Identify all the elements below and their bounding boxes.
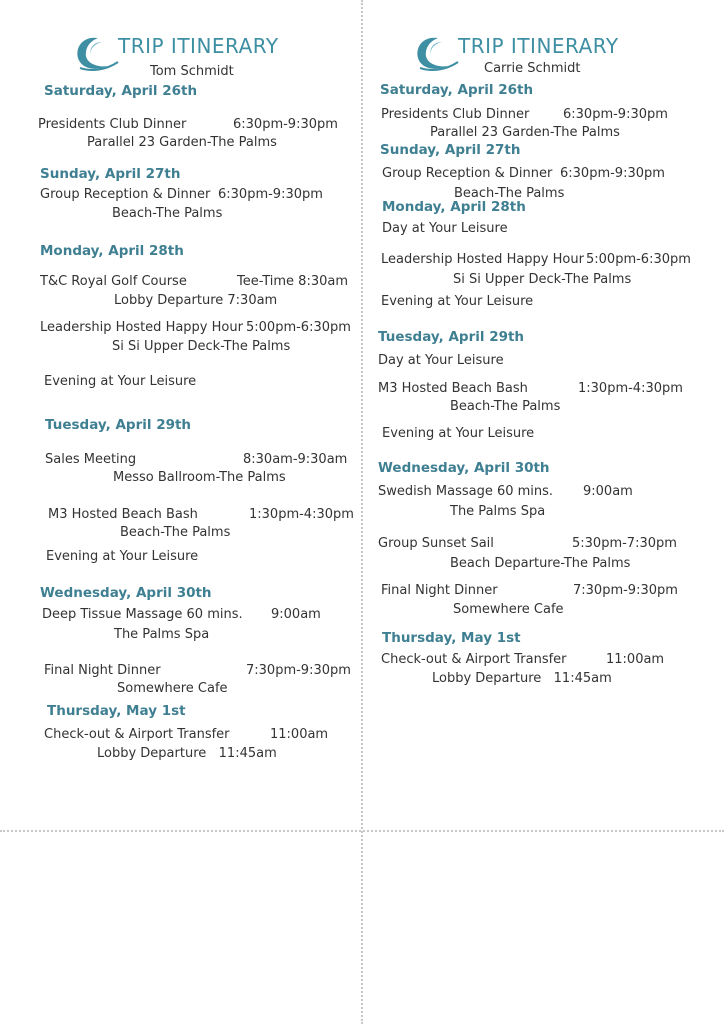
event-name: Leadership Hosted Happy Hour bbox=[40, 320, 243, 335]
day-heading: Thursday, May 1st bbox=[382, 630, 521, 646]
event-time: 6:30pm-9:30pm bbox=[233, 117, 338, 132]
event-name: Day at Your Leisure bbox=[382, 221, 508, 236]
event-location: The Palms Spa bbox=[450, 504, 546, 519]
event-time: 9:00am bbox=[271, 607, 321, 622]
event-location: Si Si Upper Deck-The Palms bbox=[112, 339, 291, 354]
event-name: T&C Royal Golf Course bbox=[40, 274, 187, 289]
day-heading: Saturday, April 26th bbox=[44, 83, 198, 99]
event-location: Parallel 23 Garden-The Palms bbox=[87, 135, 277, 150]
event-name: Final Night Dinner bbox=[381, 583, 498, 598]
event-location: Beach Departure-The Palms bbox=[450, 556, 631, 571]
event-name: Check-out & Airport Transfer bbox=[44, 727, 230, 742]
event-name: Swedish Massage 60 mins. bbox=[378, 484, 554, 499]
event-time: 11:00am bbox=[270, 727, 329, 742]
event-time: 1:30pm-4:30pm bbox=[249, 507, 354, 522]
event-location: Beach-The Palms bbox=[112, 206, 223, 221]
day-heading: Thursday, May 1st bbox=[47, 703, 186, 719]
event-name: Check-out & Airport Transfer bbox=[381, 652, 567, 667]
event-time: 11:00am bbox=[606, 652, 665, 667]
event-location: Lobby Departure 11:45am bbox=[97, 746, 277, 761]
traveler-name: Tom Schmidt bbox=[150, 64, 234, 79]
event-name: Presidents Club Dinner bbox=[381, 107, 530, 122]
event-time: 5:00pm-6:30pm bbox=[586, 252, 691, 267]
event-name: Group Reception & Dinner bbox=[40, 187, 211, 202]
event-name: M3 Hosted Beach Bash bbox=[48, 507, 198, 522]
day-heading: Wednesday, April 30th bbox=[40, 585, 212, 601]
day-heading: Sunday, April 27th bbox=[40, 166, 181, 182]
event-name: Sales Meeting bbox=[45, 452, 137, 467]
traveler-name: Carrie Schmidt bbox=[484, 61, 581, 76]
day-heading: Monday, April 28th bbox=[40, 243, 184, 259]
event-time: 8:30am-9:30am bbox=[243, 452, 348, 467]
event-name: Evening at Your Leisure bbox=[44, 374, 197, 389]
event-location: Beach-The Palms bbox=[120, 525, 231, 540]
day-heading: Tuesday, April 29th bbox=[378, 329, 525, 345]
event-time: 6:30pm-9:30pm bbox=[560, 166, 665, 181]
event-time: 9:00am bbox=[583, 484, 633, 499]
event-name: Evening at Your Leisure bbox=[382, 426, 535, 441]
event-location: Lobby Departure 11:45am bbox=[432, 671, 612, 686]
event-time: Tee-Time 8:30am bbox=[237, 274, 348, 289]
event-time: 6:30pm-9:30pm bbox=[563, 107, 668, 122]
event-time: 7:30pm-9:30pm bbox=[246, 663, 351, 678]
event-name: Leadership Hosted Happy Hour bbox=[381, 252, 584, 267]
wave-logo-icon bbox=[412, 32, 460, 74]
day-heading: Saturday, April 26th bbox=[380, 82, 534, 98]
logo-title: TRIP ITINERARY bbox=[458, 34, 619, 58]
right-logo bbox=[412, 32, 632, 82]
event-location: The Palms Spa bbox=[114, 627, 210, 642]
horizontal-fold-line bbox=[0, 830, 724, 832]
event-name: Evening at Your Leisure bbox=[46, 549, 199, 564]
event-location: Beach-The Palms bbox=[450, 399, 561, 414]
event-time: 7:30pm-9:30pm bbox=[573, 583, 678, 598]
event-location: Somewhere Cafe bbox=[117, 681, 228, 696]
event-name: Group Sunset Sail bbox=[378, 536, 494, 551]
event-time: 1:30pm-4:30pm bbox=[578, 381, 683, 396]
event-location: Parallel 23 Garden-The Palms bbox=[430, 125, 620, 140]
event-name: M3 Hosted Beach Bash bbox=[378, 381, 528, 396]
event-name: Presidents Club Dinner bbox=[38, 117, 187, 132]
day-heading: Tuesday, April 29th bbox=[45, 417, 192, 433]
event-name: Final Night Dinner bbox=[44, 663, 161, 678]
day-heading: Wednesday, April 30th bbox=[378, 460, 550, 476]
event-name: Group Reception & Dinner bbox=[382, 166, 553, 181]
event-location: Somewhere Cafe bbox=[453, 602, 564, 617]
event-name: Evening at Your Leisure bbox=[381, 294, 534, 309]
event-time: 6:30pm-9:30pm bbox=[218, 187, 323, 202]
event-location: Lobby Departure 7:30am bbox=[114, 293, 278, 308]
event-name: Day at Your Leisure bbox=[378, 353, 504, 368]
event-name: Deep Tissue Massage 60 mins. bbox=[42, 607, 243, 622]
event-location: Messo Ballroom-The Palms bbox=[113, 470, 286, 485]
event-location: Beach-The Palms bbox=[454, 186, 565, 201]
wave-logo-icon bbox=[72, 32, 120, 74]
event-time: 5:00pm-6:30pm bbox=[246, 320, 351, 335]
day-heading: Sunday, April 27th bbox=[380, 142, 521, 158]
event-time: 5:30pm-7:30pm bbox=[572, 536, 677, 551]
logo-title: TRIP ITINERARY bbox=[118, 34, 279, 58]
left-logo bbox=[72, 32, 292, 82]
vertical-fold-line bbox=[361, 0, 363, 1024]
event-location: Si Si Upper Deck-The Palms bbox=[453, 272, 632, 287]
day-heading: Monday, April 28th bbox=[382, 199, 526, 215]
